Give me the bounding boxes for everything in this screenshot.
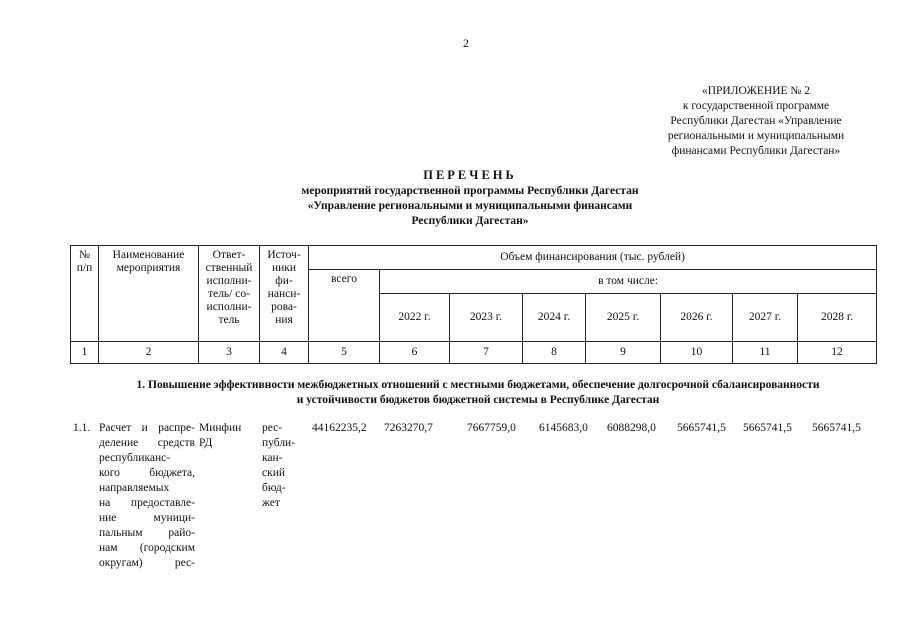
header-year: 2022 г. bbox=[380, 294, 450, 342]
row-total-value: 44162235,2 bbox=[312, 422, 367, 434]
header-total: всего bbox=[309, 270, 380, 342]
section-line: и устойчивости бюджетов бюджетной системы в Республике Дагестан bbox=[296, 394, 660, 406]
appendix-block bbox=[640, 84, 872, 159]
appendix-line: к государственной программе bbox=[682, 100, 830, 112]
column-number: 6 bbox=[380, 342, 450, 364]
header-year: 2028 г. bbox=[798, 294, 877, 342]
row-year-value: 7263270,7 bbox=[384, 422, 433, 434]
column-number: 9 bbox=[586, 342, 661, 364]
header-year: 2027 г. bbox=[733, 294, 798, 342]
header-including: в том числе: bbox=[380, 270, 877, 294]
title-line: Республики Дагестан» bbox=[411, 215, 529, 227]
row-year-value: 5665741,5 bbox=[677, 422, 726, 434]
column-number: 1 bbox=[71, 342, 99, 364]
appendix-line: Республики Дагестан «Управление bbox=[670, 115, 842, 127]
column-number: 5 bbox=[309, 342, 380, 364]
header-year: 2026 г. bbox=[661, 294, 733, 342]
row-year-value: 6088298,0 bbox=[607, 422, 656, 434]
section-heading bbox=[78, 378, 878, 408]
row-number: 1.1. bbox=[73, 422, 91, 434]
header-year: 2025 г. bbox=[586, 294, 661, 342]
appendix-line: «ПРИЛОЖЕНИЕ № 2 bbox=[701, 85, 810, 97]
header-year: 2023 г. bbox=[450, 294, 523, 342]
appendix-line: финансами Республики Дагестан» bbox=[671, 145, 841, 157]
header-num: № п/п bbox=[71, 246, 99, 342]
column-number: 11 bbox=[733, 342, 798, 364]
page-number: 2 bbox=[463, 36, 469, 50]
row-funding-source: рес- публи- кан- ский бюд- жет bbox=[262, 422, 296, 509]
column-number: 12 bbox=[798, 342, 877, 364]
column-number: 8 bbox=[523, 342, 586, 364]
row-year-value: 5665741,5 bbox=[812, 422, 861, 434]
row-executor: Минфин РД bbox=[199, 422, 242, 449]
header-source: Источ- ники фи- нанси- рова- ния bbox=[260, 246, 309, 342]
document-title bbox=[230, 168, 710, 229]
header-name: Наименование мероприятия bbox=[99, 246, 199, 342]
column-number: 7 bbox=[450, 342, 523, 364]
title-line: мероприятий государственной программы Республики Дагестан bbox=[301, 185, 639, 197]
row-year-value: 6145683,0 bbox=[539, 422, 588, 434]
title-heading: ПЕРЕЧЕНЬ bbox=[423, 168, 517, 182]
appendix-line: региональными и муниципальными bbox=[667, 130, 845, 142]
column-number: 4 bbox=[260, 342, 309, 364]
column-number: 2 bbox=[99, 342, 199, 364]
row-year-value: 5665741,5 bbox=[743, 422, 792, 434]
row-event-name: Расчет и распре- деление средств республиканс- кого бюджета, направляемых на предоставле- ние муници- пальным райо- нам (городским округам) рес- bbox=[99, 422, 195, 569]
title-line: «Управление региональными и муниципальными финансами bbox=[307, 200, 633, 212]
section-line: 1. Повышение эффективности межбюджетных отношений с местными бюджетами, обеспечение долгосрочной сбалансированности bbox=[136, 379, 820, 391]
column-number: 10 bbox=[661, 342, 733, 364]
column-number: 3 bbox=[199, 342, 260, 364]
events-table bbox=[70, 245, 877, 364]
row-year-value: 7667759,0 bbox=[467, 422, 516, 434]
header-executor: Ответ- ственный исполни- тель/ со- исполни- тель bbox=[199, 246, 260, 342]
header-funding: Объем финансирования (тыс. рублей) bbox=[309, 246, 877, 270]
header-year: 2024 г. bbox=[523, 294, 586, 342]
